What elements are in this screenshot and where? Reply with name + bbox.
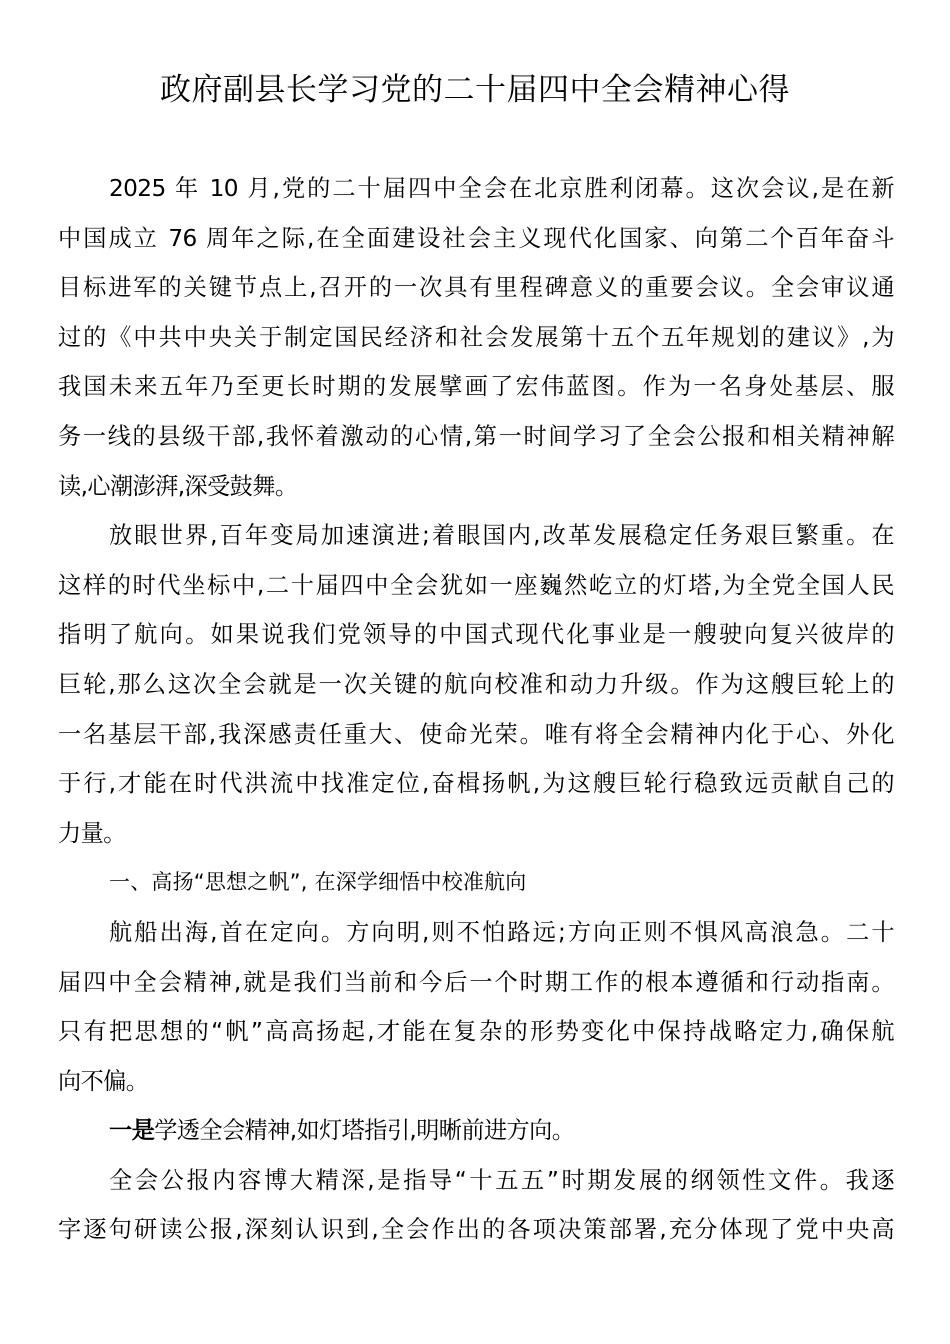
paragraph-1-line-1: 2025 年 10 月,党的二十届四中全会在北京胜利闭幕。这次会议,是在新 [109,175,894,202]
point-one-lead: 一是 [109,1117,155,1145]
paragraph-2-line-1: 放眼世界,百年变局加速演进;着眼国内,改革发展稳定任务艰巨繁重。在 [109,522,894,550]
paragraph-3-line-2: 届四中全会精神,就是我们当前和今后一个时期工作的根本遵循和行动指南。 [58,968,894,996]
document-body [58,164,894,1255]
paragraph-4-line-1: 全会公报内容博大精深,是指导“十五五”时期发展的纲领性文件。我逐 [109,1166,894,1194]
paragraph-3-line-3: 只有把思想的“帆”高高扬起,才能在复杂的形势变化中保持战略定力,确保航 [58,1018,894,1046]
paragraph-3-line-1: 航船出海,首在定向。方向明,则不怕路远;方向正则不惧风高浪急。二十 [109,918,894,946]
paragraph-3-line-4: 向不偏。 [58,1067,149,1095]
paragraph-1-line-7: 读,心潮澎湃,深受鼓舞。 [58,472,298,500]
section-heading-1: 一、高扬“思想之帆”, 在深学细悟中校准航向 [109,870,527,895]
paragraph-2-line-3: 指明了航向。如果说我们党领导的中国式现代化事业是一艘驶向复兴彼岸的 [58,621,894,649]
paragraph-1-line-4: 过的《中共中央关于制定国民经济和社会发展第十五个五年规划的建议》,为 [58,323,894,351]
document-title: 政府副县长学习党的二十届四中全会精神心得 [160,72,790,108]
paragraph-2-line-5: 一名基层干部,我深感责任重大、使命光荣。唯有将全会精神内化于心、外化 [58,720,894,748]
paragraph-1-line-5: 我国未来五年乃至更长时期的发展擘画了宏伟蓝图。作为一名身处基层、服 [58,373,894,401]
paragraph-1-line-3: 目标进军的关键节点上,召开的一次具有里程碑意义的重要会议。全会审议通 [58,274,894,302]
paragraph-2-line-2: 这样的时代坐标中,二十届四中全会犹如一座巍然屹立的灯塔,为全党全国人民 [58,571,894,599]
paragraph-4-line-2: 字逐句研读公报,深刻认识到,全会作出的各项决策部署,充分体现了党中央高 [58,1216,894,1244]
point-one-text: 学透全会精神,如灯塔指引,明晰前进方向。 [154,1117,575,1145]
paragraph-1-line-6: 务一线的县级干部,我怀着激动的心情,第一时间学习了全会公报和相关精神解 [58,422,894,450]
paragraph-1-line-2: 中国成立 76 周年之际,在全面建设社会主义现代化国家、向第二个百年奋斗 [58,224,894,252]
paragraph-2-line-4: 巨轮,那么这次全会就是一次关键的航向校准和动力升级。作为这艘巨轮上的 [58,670,894,698]
paragraph-2-line-7: 力量。 [58,819,126,847]
point-one [58,1106,894,1156]
paragraph-2-line-6: 于行,才能在时代洪流中找准定位,奋楫扬帆,为这艘巨轮行稳致远贡献自己的 [58,770,894,798]
